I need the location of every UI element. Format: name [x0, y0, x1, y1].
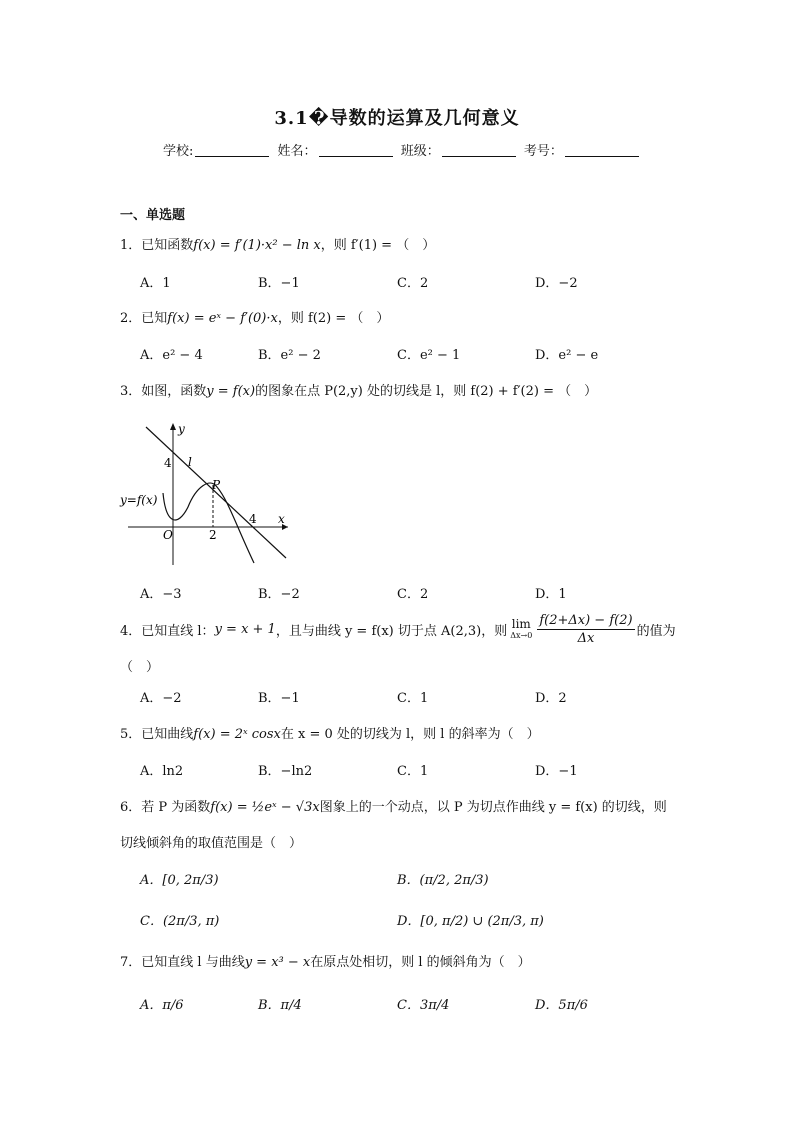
q7-option-d: D．5π/6 [535, 998, 588, 1013]
q4-lim-sub: Δx→0 [510, 630, 533, 640]
x-tick-4: 4 [249, 512, 257, 526]
q1-option-d: D．−2 [535, 276, 578, 291]
q3-option-a: A．−3 [140, 587, 182, 602]
class-blank[interactable] [442, 144, 516, 157]
question-3-stem [120, 380, 597, 399]
question-3-figure [118, 415, 293, 570]
exam-no-blank[interactable] [565, 144, 639, 157]
q5-option-a: A．ln2 [140, 764, 184, 779]
q5-math: f(x) = 2ˣ cosx [193, 727, 281, 742]
q1-option-b: B．−1 [258, 276, 300, 291]
y-axis-arrow [170, 423, 176, 430]
x-tick-2: 2 [209, 528, 217, 542]
question-6-stem [120, 796, 667, 815]
q4-option-a: A．−2 [140, 691, 182, 706]
q6-option-c: C．(2π/3, π) [140, 914, 220, 929]
q3-option-c: C．2 [397, 587, 429, 602]
q5-option-c: C．1 [397, 764, 429, 779]
q7-option-b: B．π/4 [258, 998, 302, 1013]
q1-prefix: 1．已知函数 [120, 238, 194, 253]
section-heading: 一、单选题 [120, 208, 186, 223]
q5-option-d: D．−1 [535, 764, 578, 779]
q4-math: y = x + 1 [214, 622, 276, 637]
q5-option-b: B．−ln2 [258, 764, 313, 779]
exam-no-label: 考号： [523, 144, 563, 159]
q2-option-b: B．e² − 2 [258, 348, 321, 363]
q7-prefix: 7．已知直线 l 与曲线 [120, 955, 245, 970]
q7-math: y = x³ − x [244, 955, 311, 970]
q6-option-b: B．(π/2, 2π/3) [397, 873, 489, 888]
q4-line2: （ ） [120, 660, 160, 675]
q2-option-d: D．e² − e [535, 348, 599, 363]
q4-suffix: 的值为 [636, 624, 676, 639]
q1-option-c: C．2 [397, 276, 429, 291]
school-label: 学校: [163, 144, 194, 159]
origin-label: O [163, 528, 173, 542]
q6-option-a: A．[0, 2π/3) [140, 873, 219, 888]
q6-math: f(x) = ½eˣ − √3x [210, 800, 320, 815]
q6-line2: 切线倾斜角的取值范围是（ ） [120, 836, 303, 851]
q4-option-c: C．1 [397, 691, 429, 706]
class-label: 班级： [400, 144, 440, 159]
q5-suffix: 在 x = 0 处的切线为 l，则 l 的斜率为（ ） [280, 727, 540, 742]
q6-suffix: 图象上的一个动点，以 P 为切点作曲线 y = f(x) 的切线，则 [319, 800, 667, 815]
q3-suffix: 的图象在点 P(2,y) 处的切线是 l，则 f(2) + f′(2) = （ ） [255, 384, 598, 399]
question-1-stem [120, 234, 435, 253]
name-blank[interactable] [319, 144, 393, 157]
line-l-label: l [188, 455, 192, 469]
q3-option-d: D．1 [535, 587, 567, 602]
y-tick-4: 4 [164, 456, 172, 470]
page-title: 3.1�导数的运算及几何意义 [274, 108, 520, 129]
q2-option-a: A．e² − 4 [140, 348, 203, 363]
question-2-stem [120, 307, 389, 326]
q2-math: f(x) = eˣ − f′(0)·x [167, 311, 278, 326]
q4-frac-num: f(2+Δx) − f(2) [539, 613, 633, 628]
q6-prefix: 6．若 P 为函数 [120, 800, 211, 815]
y-axis-label: y [178, 422, 185, 436]
q6-option-d: D．[0, π/2) ∪ (2π/3, π) [397, 914, 544, 929]
q4-limit [510, 616, 533, 641]
q4-frac-den: Δx [577, 631, 595, 646]
q1-suffix: ，则 f′(1) = （ ） [320, 238, 436, 253]
q2-prefix: 2．已知 [120, 311, 168, 326]
q4-option-b: B．−1 [258, 691, 300, 706]
q4-fraction [537, 612, 634, 647]
q7-option-c: C．3π/4 [397, 998, 450, 1013]
question-4-stem [120, 612, 676, 647]
q7-suffix: 在原点处相切，则 l 的倾斜角为（ ） [310, 955, 531, 970]
student-info-line [163, 140, 643, 159]
q3-prefix: 3．如图，函数 [120, 384, 207, 399]
q3-option-b: B．−2 [258, 587, 300, 602]
q2-suffix: ，则 f(2) = （ ） [277, 311, 390, 326]
x-axis-label: x [278, 512, 285, 526]
q3-math: y = f(x) [206, 384, 256, 399]
question-5-stem [120, 723, 540, 742]
question-7-stem [120, 951, 531, 970]
school-blank[interactable] [195, 144, 269, 157]
q7-option-a: A．π/6 [140, 998, 184, 1013]
point-p-label: P [212, 478, 221, 492]
curve-f [163, 483, 254, 563]
q4-prefix: 4．已知直线 l： [120, 624, 215, 639]
name-label: 姓名： [277, 144, 317, 159]
q2-option-c: C．e² − 1 [397, 348, 461, 363]
q1-math: f(x) = f′(1)·x² − ln x [193, 238, 321, 253]
q4-mid: ，且与曲线 y = f(x) 切于点 A(2,3)，则 [275, 624, 508, 639]
q4-option-d: D．2 [535, 691, 567, 706]
curve-label: y=f(x) [120, 493, 158, 507]
q5-prefix: 5．已知曲线 [120, 727, 194, 742]
q1-option-a: A．1 [140, 276, 171, 291]
q4-lim-label: lim [511, 616, 531, 631]
